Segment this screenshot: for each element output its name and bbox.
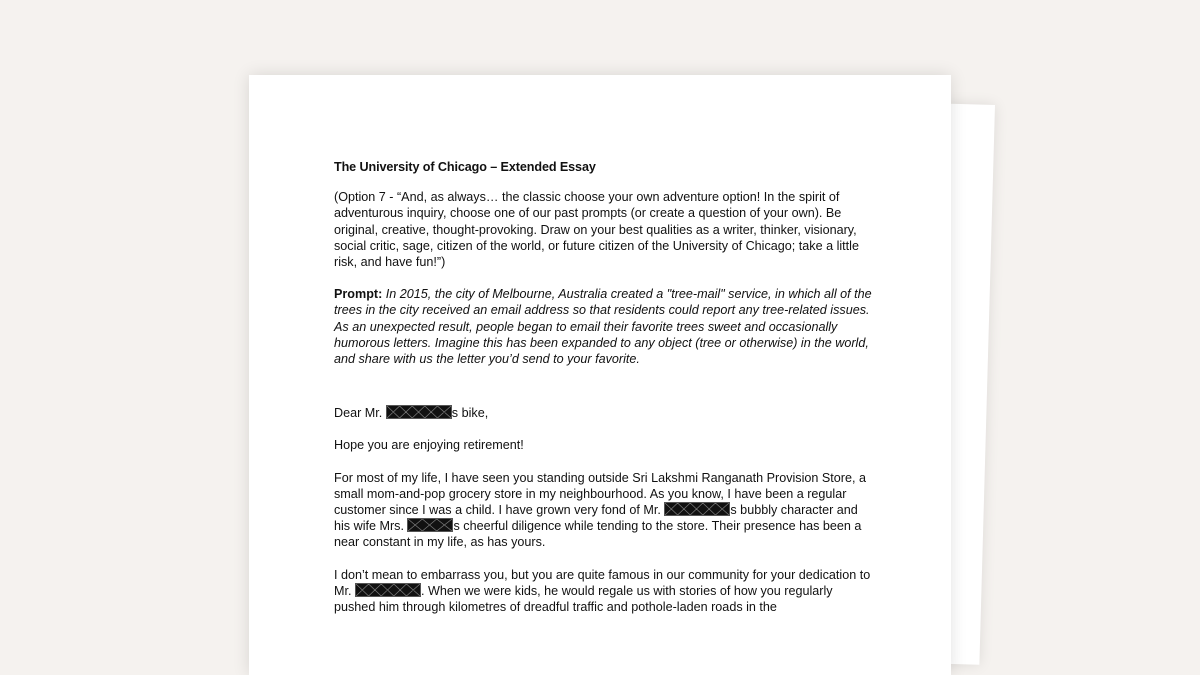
paragraph-text: . When we were kids, he would regale us with stories of how you regularly pushed him through kilometres of dreadful traffic and pothole-laden roads in the: [334, 583, 833, 615]
prompt-label: Prompt:: [334, 287, 383, 302]
redacted-name: [355, 583, 421, 597]
essay-content: [334, 159, 874, 631]
body-paragraph-1: Hope you are enjoying retirement!: [334, 438, 524, 453]
paragraph-text: s bubbly character and his wife Mrs.: [334, 503, 858, 534]
body-paragraph-3: [334, 567, 874, 616]
salutation-text: Dear Mr.: [334, 406, 386, 421]
redacted-name: [386, 405, 452, 419]
paragraph-text: s cheerful diligence while tending to the store. Their presence has been a near constant in my life, as has yours.: [334, 519, 862, 550]
salutation: [334, 405, 874, 421]
prompt-text: In 2015, the city of Melbourne, Australia created a "tree-mail" service, in which all of the trees in the city received an email address so that residents could report any tree-related issues. As an unexpected result, people began to email their favorite trees sweet and occasionally humorous letters. Imagine this has been expanded to any object (tree or otherwise) in the world, and share with us the letter you’d send to your favorite.: [334, 287, 872, 367]
essay-title: The University of Chicago – Extended Essay: [334, 160, 596, 174]
salutation-text-end: s bike,: [451, 406, 489, 421]
redacted-name: [664, 502, 730, 516]
redacted-name: [407, 518, 453, 532]
body-paragraph-2: [334, 470, 874, 551]
paragraph-text: For most of my life, I have seen you standing outside Sri Lakshmi Ranganath Provision Store, a small mom-and-pop grocery store in my neighbourhood. As you know, I have been a regular customer since I was a child. I have grown very fond of Mr.: [334, 470, 867, 518]
document-page: [249, 75, 951, 675]
paragraph-text: I don’t mean to embarrass you, but you are quite famous in our community for your dedication to Mr.: [334, 567, 871, 598]
option-paragraph: (Option 7 - “And, as always… the classic choose your own adventure option! In the spirit of adventurous inquiry, choose one of our past prompts (or create a question of your own). Be original, creative, thought-provoking. Draw on your best qualities as a writer, thinker, visionary, social critic, sage, citizen of the world, or future citizen of the University of Chicago; take a little risk, and have fun!”): [334, 190, 859, 270]
prompt-paragraph: [334, 286, 874, 367]
